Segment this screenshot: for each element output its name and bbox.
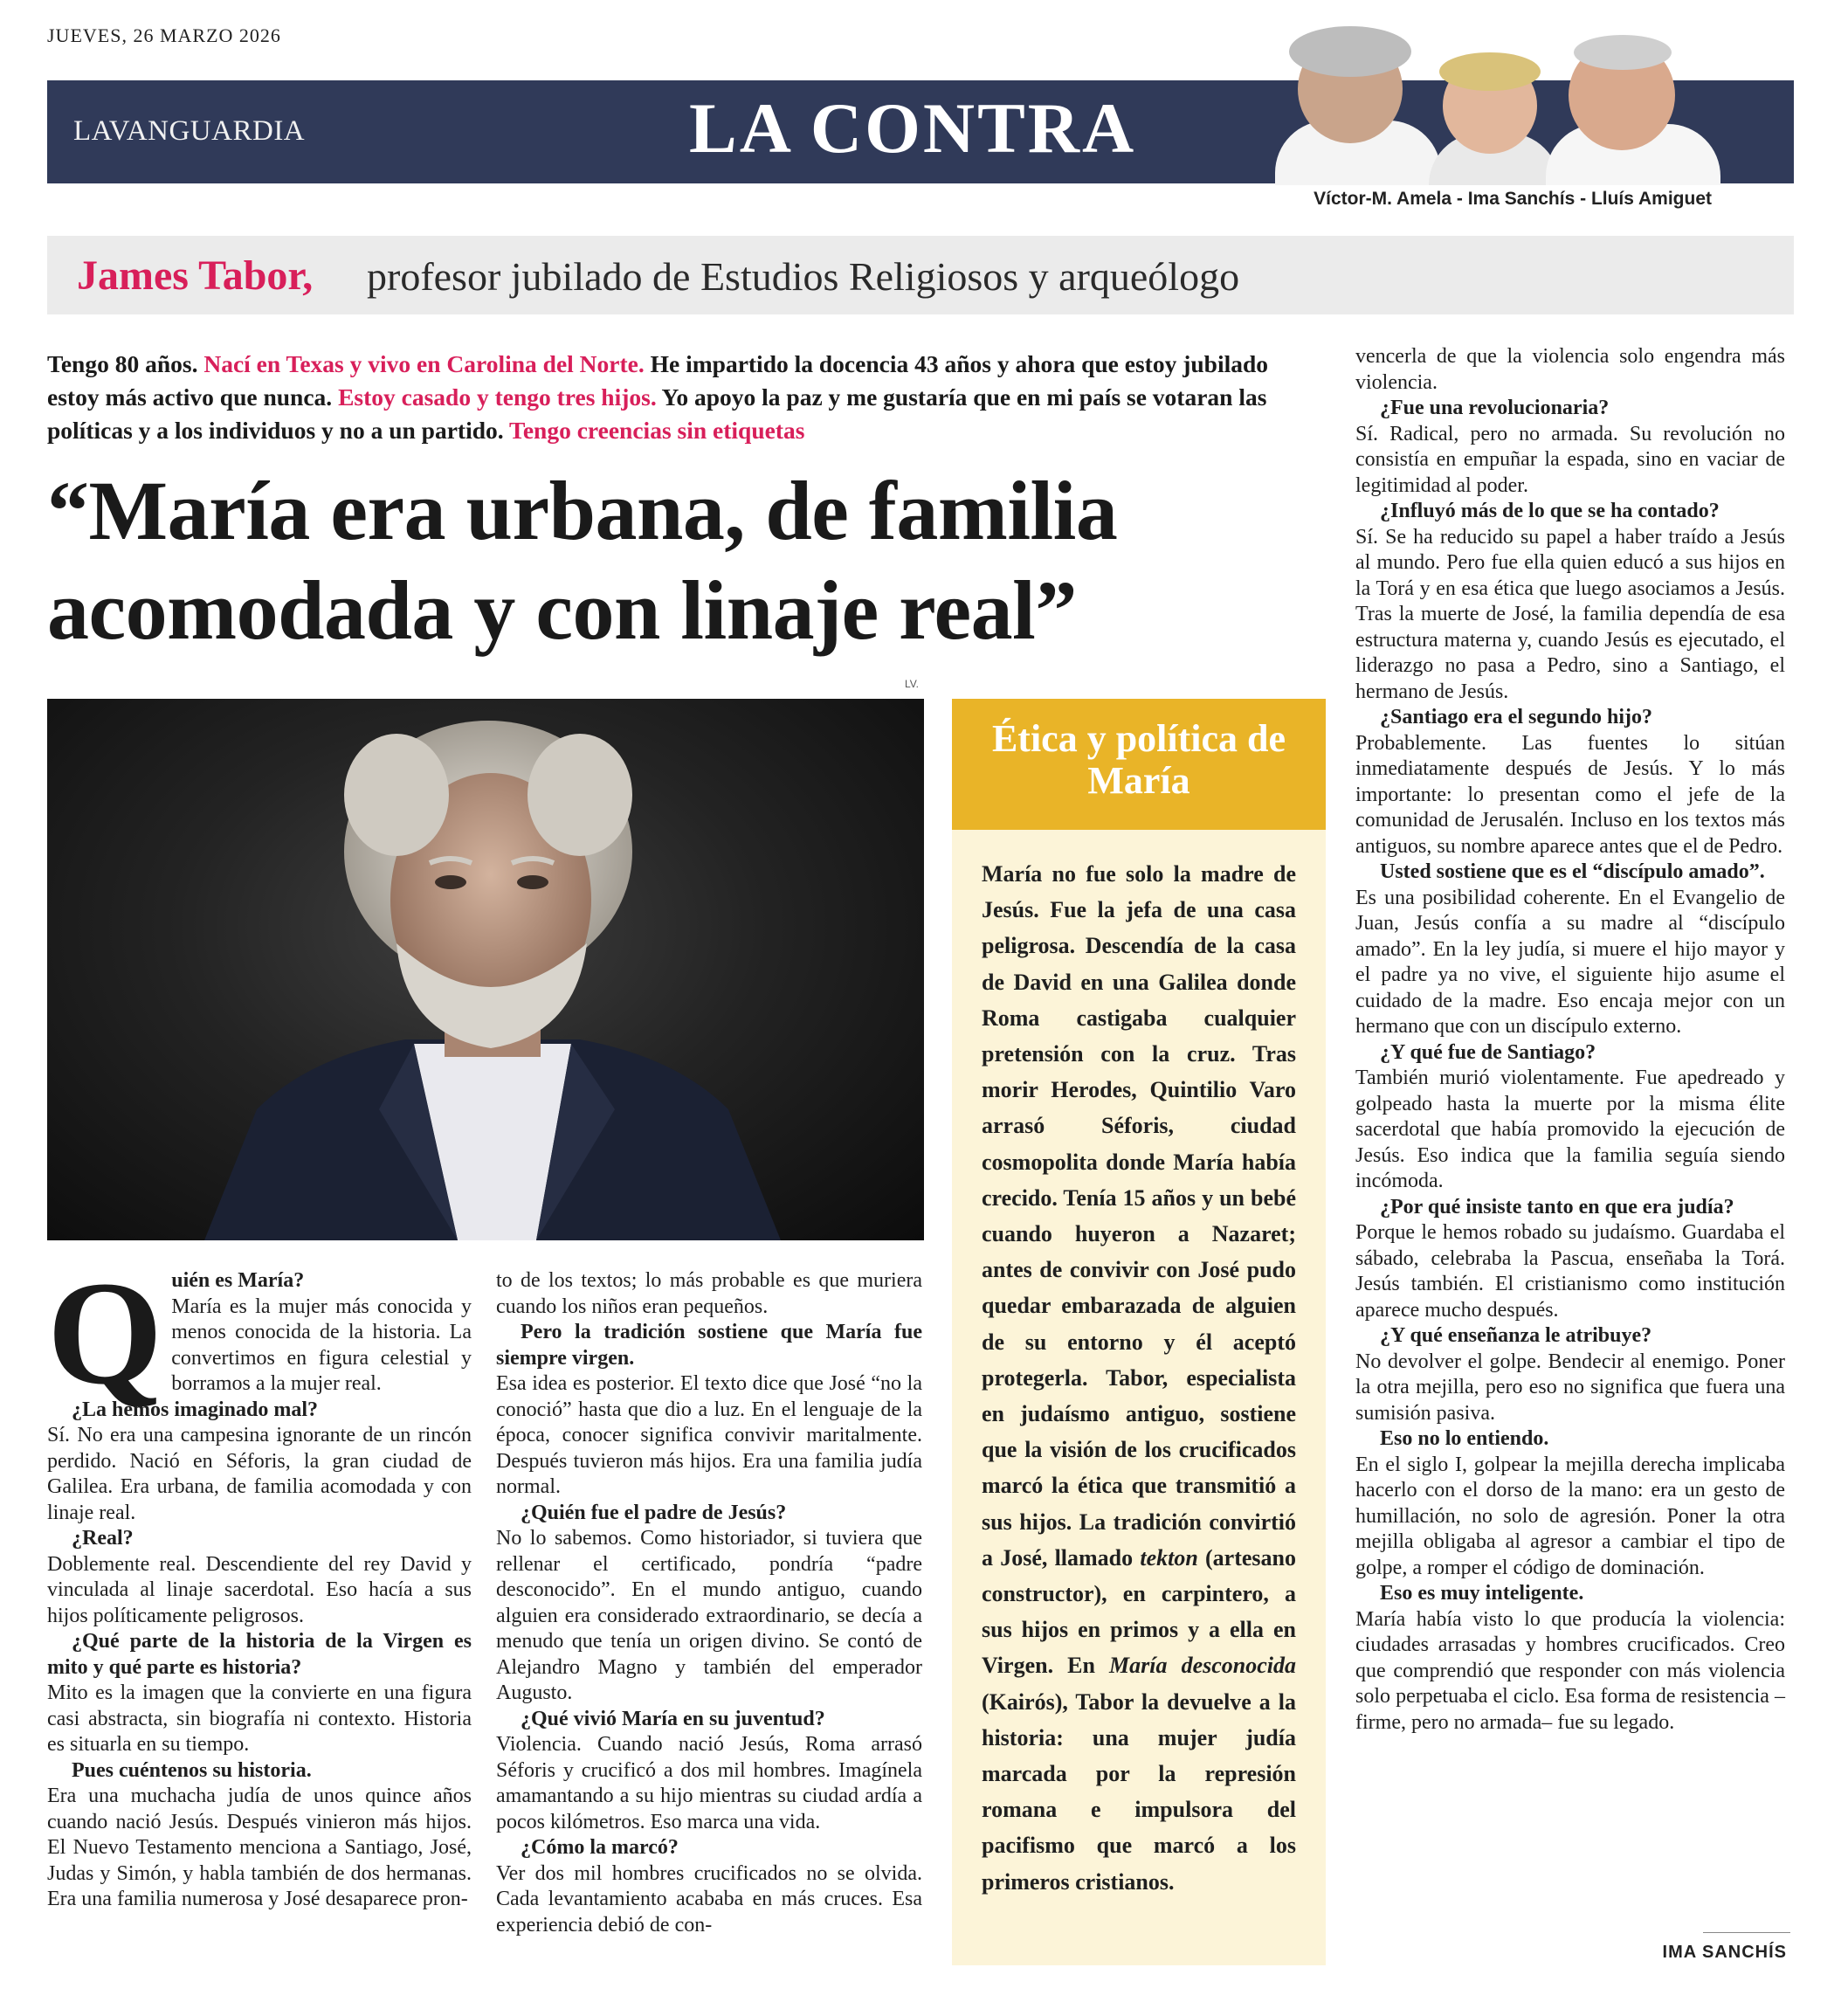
intro-text: He impartido la docencia 43 años y ahora que estoy jubilado estoy más activo que nunca. (47, 350, 1269, 411)
byline-signature: IMA SANCHÍS (1662, 1943, 1787, 1962)
subject-name: James Tabor, (77, 252, 314, 299)
intro-paragraph (47, 348, 1305, 447)
answer: Sí. Radical, pero no armada. Su revolución no consistía en empuñar la espada, sino en vaciar de legitimidad al poder. (1355, 422, 1785, 497)
answer: Ver dos mil hombres crucificados no se olvida. Cada levantamiento acababa en más cruces. Esa experiencia debió de con- (496, 1861, 922, 1937)
question: Eso no lo entiendo. (1380, 1427, 1549, 1450)
answer: Violencia. Cuando nació Jesús, Roma arrasó Séforis y crucificó a dos mil hombres. Imagínela amamantando a su hijo mientras su ciudad ardía a pocos kilómetros. Eso marca una vida. (496, 1733, 922, 1833)
headline: “María era urbana, de familia acomodada y con linaje real” (47, 464, 1118, 657)
answer: Porque le hemos robado su judaísmo. Guardaba el sábado, celebraba la Pascua, enseñaba la Torá. Jesús también. El cristianismo como institución aparece mucho después. (1355, 1221, 1785, 1322)
question: ¿Fue una revolucionaria? (1380, 397, 1610, 419)
answer: Doblemente real. Descendiente del rey David y vinculada al linaje sacerdotal. Eso hacía a sus hijos políticamente peligrosos. (47, 1552, 472, 1627)
drop-cap: Q (47, 1251, 163, 1415)
intro-highlight: Estoy casado y tengo tres hijos. (338, 383, 657, 411)
question: ¿Y qué enseñanza le atribuye? (1380, 1324, 1652, 1347)
answer: vencerla de que la violencia solo engendra más violencia. (1355, 345, 1785, 394)
question: ¿Quién fue el padre de Jesús? (521, 1501, 787, 1524)
question: ¿Qué parte de la historia de la Virgen es mito y qué parte es historia? (47, 1630, 472, 1679)
answer: Esa idea es posterior. El texto dice que José “no la conoció” hasta que dio a luz. En el lenguaje de la época, conocer significa convivir maritalmente. Después tuvieron más hijos. Era una familia judía normal. (496, 1372, 922, 1498)
box-text-italic: tekton (1140, 1544, 1198, 1571)
portrait-photo (47, 699, 924, 1240)
question: ¿Y qué fue de Santiago? (1380, 1040, 1596, 1064)
section-title: LA CONTRA (689, 88, 1137, 168)
interview-column-3 (1355, 344, 1785, 1736)
answer: Mito es la imagen que la convierte en una figura casi abstracta, sin biografía ni contexto. Historia es situarla en su tiempo. (47, 1681, 472, 1756)
question: ¿Cómo la marcó? (521, 1836, 679, 1859)
authors-caption: Víctor-M. Amela - Ima Sanchís - Lluís Amiguet (1314, 189, 1712, 209)
answer: Sí. No era una campesina ignorante de un rincón perdido. Nació en Séforis, la gran ciudad de Galilea. Era urbana, de familia acomodada y con linaje real. (47, 1424, 472, 1524)
question: Pues cuéntenos su historia. (72, 1758, 312, 1782)
answer: En el siglo I, golpear la mejilla derecha implicaba hacerlo con el dorso de la mano: era un gesto de humillación, no solo de agresión. Poner la otra mejilla obligaba al agresor a cambiar el tipo de golpe, a romper el código de dominación. (1355, 1453, 1785, 1579)
question: ¿Santiago era el segundo hijo? (1380, 706, 1653, 728)
sidebar-box-text (982, 856, 1296, 1900)
authors-photo (1223, 17, 1799, 185)
answer: Probablemente. Las fuentes lo sitúan inmediatamente después de Jesús. Y lo más importante: lo presentan como el jefe de la comunidad de Jerusalén. Incluso en los textos más antiguos, su nombre aparece antes que el de Pedro. (1355, 731, 1785, 858)
intro-highlight: Tengo creencias sin etiquetas (509, 417, 805, 444)
newspaper-logo: LAVANGUARDIA (73, 115, 306, 147)
intro-text: Tengo 80 años. (47, 350, 204, 377)
photo-credit: LV. (905, 678, 920, 690)
subject-role: profesor jubilado de Estudios Religiosos y arqueólogo (367, 254, 1240, 299)
answer: María es la mujer más conocida y menos conocida de la historia. La convertimos en figura celestial y borramos a la mujer real. (171, 1295, 472, 1395)
question: ¿La hemos imaginado mal? (72, 1398, 319, 1421)
question: ¿Real? (72, 1527, 134, 1550)
question: ¿Influyó más de lo que se ha contado? (1380, 500, 1720, 522)
subject-band (47, 236, 1794, 314)
box-text-italic: María desconocida (1109, 1653, 1296, 1679)
answer: No devolver el golpe. Bendecir al enemigo. Poner la otra mejilla, pero eso no significa que fuera una sumisión pasiva. (1355, 1350, 1785, 1425)
portrait-illustration (47, 699, 924, 1240)
question: ¿Por qué insiste tanto en que era judía? (1380, 1195, 1734, 1219)
question: ¿Qué vivió María en su juventud? (521, 1707, 825, 1730)
answer: Sí. Se ha reducido su papel a haber traído a Jesús al mundo. Pero fue ella quien educó a sus hijos en la Torá y en esa ética que luego asociamos a Jesús. Tras la muerte de José, la familia dependía de esa estructura materna y, cuando Jesús es ejecutado, el liderazgo no pasa a Pedro, sino a Santiago, el hermano de Jesús. (1355, 525, 1785, 703)
intro-highlight: Nací en Texas y vivo en Carolina del Norte. (203, 350, 645, 377)
box-text-part: (Kairós), Tabor la devuelve a la historia: una mujer judía marcada por la represión romana e impulsora del pacifismo que marcó a los primeros cristianos. (982, 1688, 1296, 1895)
answer: Es una posibilidad coherente. En el Evangelio de Juan, Jesús confía a su madre al “discípulo amado”. En la ley judía, si muere el hijo mayor y el padre ya no vive, el siguiente hijo asume el cuidado de la madre. Eso encaja mejor con un hermano que con un discípulo externo. (1355, 886, 1785, 1038)
answer: Era una muchacha judía de unos quince años cuando nació Jesús. Después vinieron más hijos. El Nuevo Testamento menciona a Santiago, José, Judas y Simón, y habla también de dos hermanas. Era una familia numerosa y José desaparece pron- (47, 1785, 472, 1910)
sidebar-box-header (952, 699, 1326, 830)
question: uién es María? (171, 1269, 305, 1292)
answer: to de los textos; lo más probable es que muriera cuando los niños eran pequeños. (496, 1269, 922, 1318)
question: Pero la tradición sostiene que María fue siempre virgen. (496, 1321, 922, 1370)
question: Eso es muy inteligente. (1380, 1582, 1584, 1605)
box-text-part: (artesano constructor), en carpintero, a sus hijos en primos y a ella en Virgen. En (982, 1544, 1296, 1679)
answer: También murió violentamente. Fue apedreado y golpeado hasta la muerte por la misma élite sacerdotal que había promovido la ejecución de Jesús. Eso indica que la familia seguía siendo incómoda. (1355, 1067, 1785, 1192)
interview-column-2 (496, 1268, 922, 1938)
issue-date: JUEVES, 26 MARZO 2026 (47, 24, 281, 46)
question: Usted sostiene que es el “discípulo amado”. (1380, 860, 1765, 883)
sidebar-box (952, 830, 1326, 1965)
box-text-part: María no fue solo la madre de Jesús. Fue la jefa de una casa peligrosa. Descendía de la casa de David en una Galilea donde Roma castigaba cualquier pretensión con la cruz. Tras morir Herodes, Quintilio Varo arrasó Séforis, ciudad cosmopolita donde María había crecido. Tenía 15 años y un bebé cuando huyeron a Nazaret; antes de convivir con José pudo quedar embarazada de alguien de su entorno y él aceptó protegerla. Tabor, especialista en judaísmo antiguo, sostiene que la visión de los crucificados marcó la ética que transmitió a sus hijos. La tradición convirtió a José, llamado (982, 861, 1296, 1571)
interview-column-1 (47, 1251, 472, 1913)
answer: No lo sabemos. Como historiador, si tuviera que rellenar el certificado, pondría “padre desconocido”. En el mundo antiguo, cuando alguien era considerado extraordinario, se decía a menudo que tenía un origen divino. Se contó de Alejandro Magno y también del emperador Augusto. (496, 1527, 922, 1704)
intro-text: Yo apoyo la paz y me gustaría que en mi país se votaran las políticas y a los individuos y no a un partido. (47, 383, 1267, 444)
signature-rule (1703, 1932, 1790, 1933)
answer: María había visto lo que producía la violencia: ciudades arrasadas y hombres crucificados. Creo que comprendió que responder con más violencia solo perpetuaba el ciclo. Esa forma de resistencia –firme, pero no armada– fue su legado. (1355, 1607, 1785, 1734)
sidebar-box-title: Ética y política de María (991, 717, 1286, 802)
